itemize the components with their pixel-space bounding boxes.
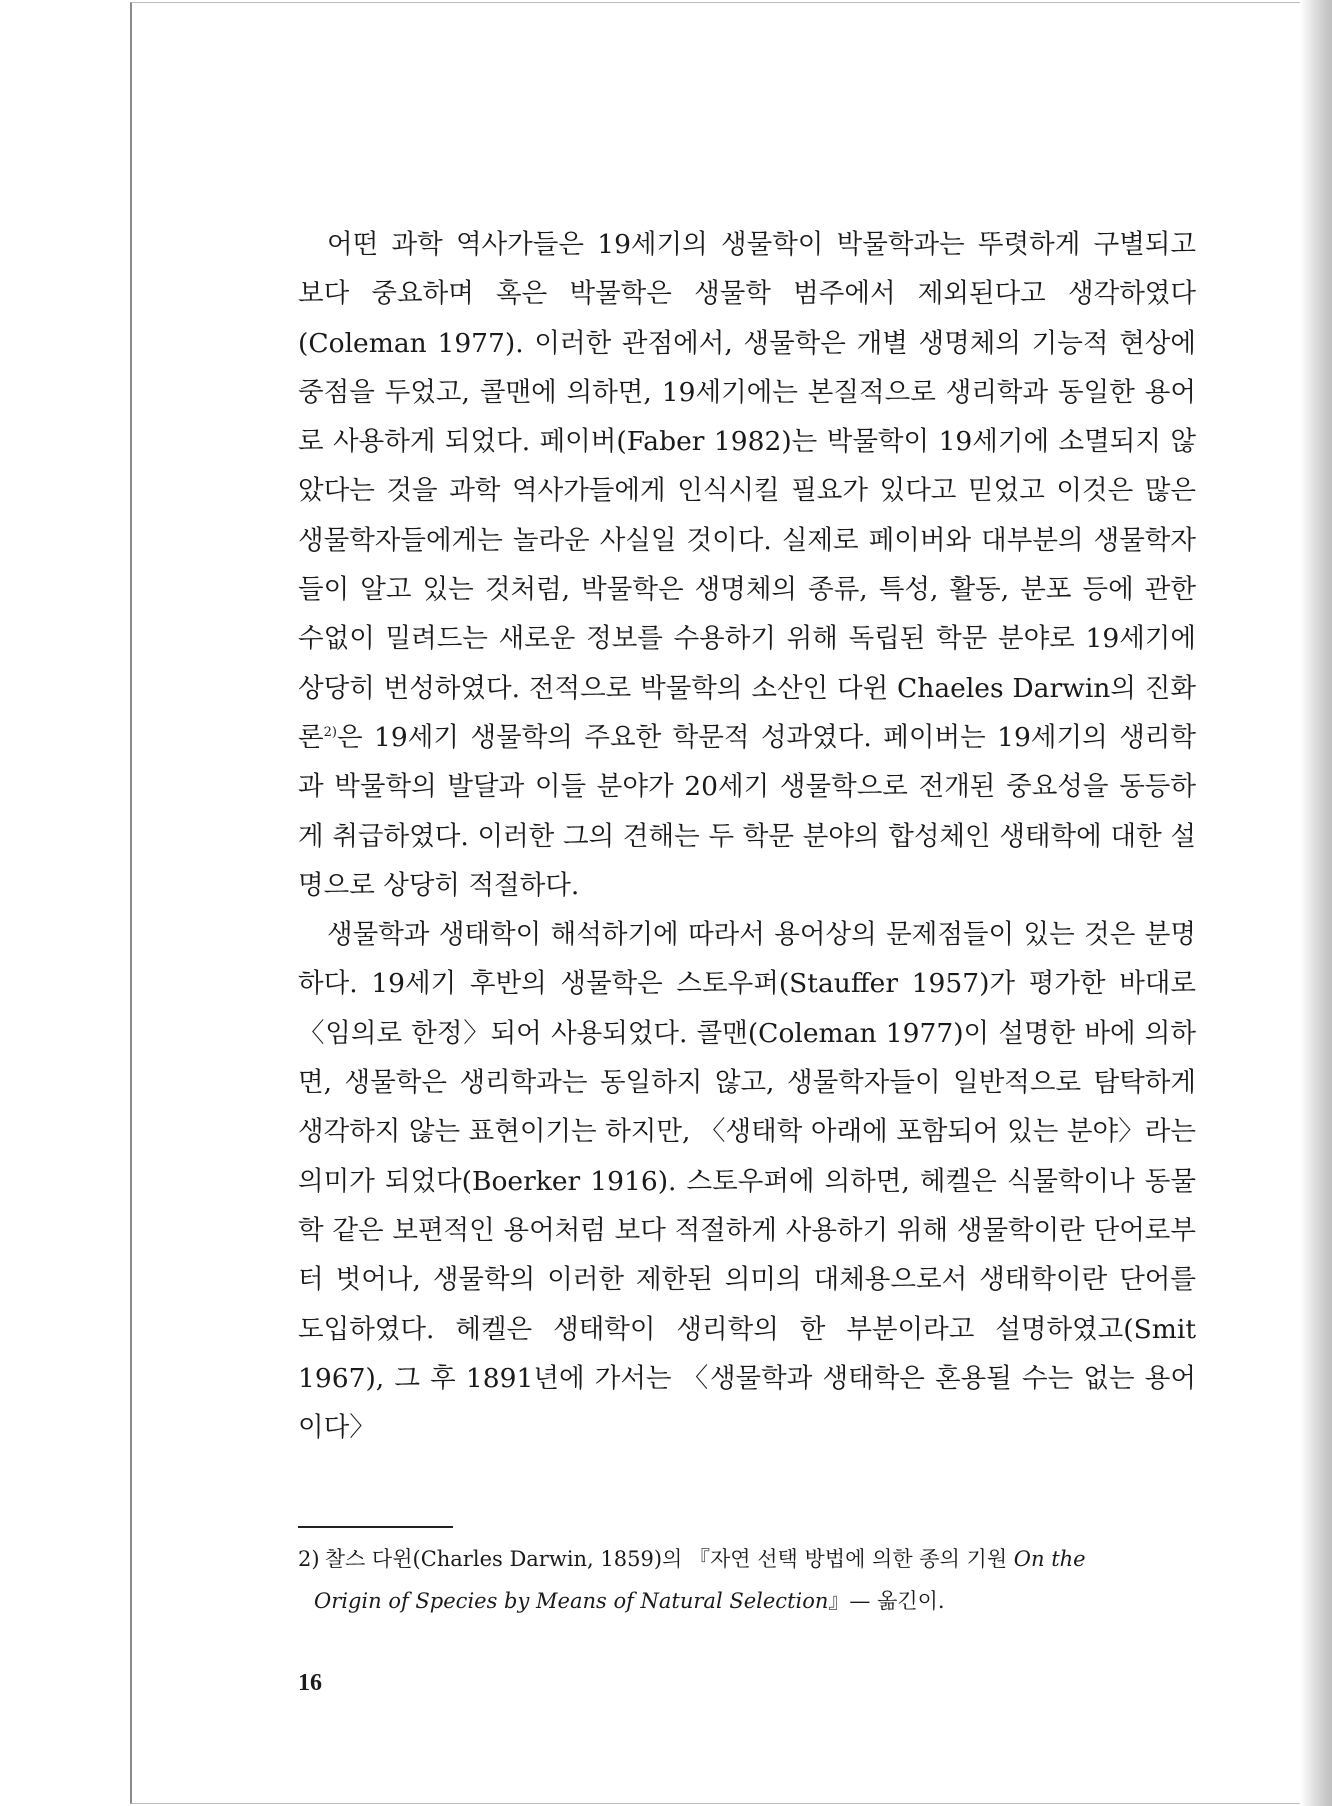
page-edge-shadow [1300,0,1332,1806]
footnote-text: 』— 옮긴이. [828,1589,945,1613]
footnote-book-title: On the [1013,1547,1086,1571]
footnote-reference[interactable]: 2) [323,725,337,741]
footnote-book-title: Origin of Species by Means of Natural Selection [314,1589,829,1613]
paragraph-text: 은 19세기 생물학의 주요한 학문적 성과였다. 페이버는 19세기의 생리학과 박물학의 발달과 이들 분야가 20세기 생물학으로 전개된 중요성을 동등하게 취급하였다. 이러한 그의 견해는 두 학문 분야의 합성체인 생태학에 대한 설명으로 상당히 적절하다. [298,721,1196,901]
paragraph [298,220,1196,910]
footnote-number: 2) [298,1547,320,1571]
page-number: 16 [298,1670,322,1696]
footnote-text: 찰스 다윈(Charles Darwin, 1859)의 『자연 선택 방법에 의한 종의 기원 [324,1547,1008,1571]
footnote [298,1538,1198,1622]
paragraph-text: 어떤 과학 역사가들은 19세기의 생물학이 박물학과는 뚜렷하게 구별되고 보다 중요하며 혹은 박물학은 생물학 범주에서 제외된다고 생각하였다(Coleman 1977). 이러한 관점에서, 생물학은 개별 생명체의 기능적 현상에 중점을 두었고, 콜맨에 의하면, 19세기에는 본질적으로 생리학과 동일한 용어로 사용하게 되었다. 페이버(Faber 1982)는 박물학이 19세기에 소멸되지 않았다는 것을 과학 역사가들에게 인식시킬 필요가 있다고 믿었고 이것은 많은 생물학자들에게는 놀라운 사실일 것이다. 실제로 페이버와 대부분의 생물학자들이 알고 있는 것처럼, 박물학은 생명체의 종류, 특성, 활동, 분포 등에 관한 수없이 밀려드는 새로운 정보를 수용하기 위해 독립된 학문 분야로 19세기에 상당히 번성하였다. 전적으로 박물학의 소산인 다윈 Chaeles Darwin의 진화론 [298,229,1196,753]
footnote-line [298,1538,1198,1580]
paragraph: 생물학과 생태학이 해석하기에 따라서 용어상의 문제점들이 있는 것은 분명하다. 19세기 후반의 생물학은 스토우퍼(Stauffer 1957)가 평가한 바대로 〈임의로 한정〉되어 사용되었다. 콜맨(Coleman 1977)이 설명한 바에 의하면, 생물학은 생리학과는 동일하지 않고, 생물학자들이 일반적으로 탐탁하게 생각하지 않는 표현이기는 하지만, 〈생태학 아래에 포함되어 있는 분야〉라는 의미가 되었다(Boerker 1916). 스토우퍼에 의하면, 헤켈은 식물학이나 동물학 같은 보편적인 용어처럼 보다 적절하게 사용하기 위해 생물학이란 단어로부터 벗어나, 생물학의 이러한 제한된 의미의 대체용으로서 생태학이란 단어를 도입하였다. 헤켈은 생태학이 생리학의 한 부분이라고 설명하였고(Smit 1967), 그 후 1891년에 가서는 〈생물학과 생태학은 혼용될 수는 없는 용어이다〉 [298,919,1196,1444]
body-text [298,220,1196,1452]
footnote-line [298,1580,1198,1622]
footnote-divider [298,1526,453,1528]
